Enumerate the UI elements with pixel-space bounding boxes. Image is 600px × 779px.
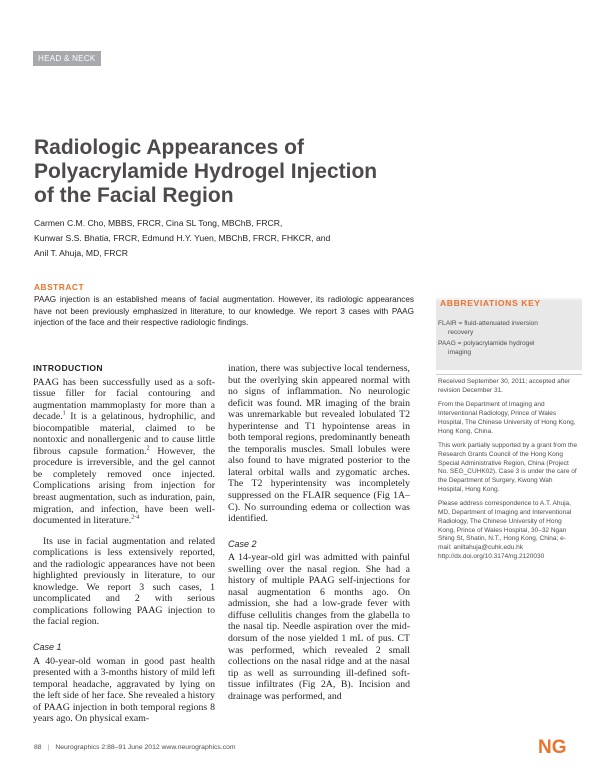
affiliation: From the Department of Imaging and Interventional Radiology, Prince of Wales Hospital, The Chinese University of Hong Kong, Hong Kong, China. (438, 401, 576, 435)
author-list (34, 216, 554, 261)
section-tag: HEAD & NECK (33, 51, 101, 66)
author-line: Kunwar S.S. Bhatia, FRCR, Edmund H.Y. Yuen, MBChB, FRCR, FHKCR, and (34, 233, 331, 243)
received-date: Received September 30, 2011; accepted after revision December 31. (438, 378, 571, 394)
funding-note: This work partially supported by a grant from the Research Grants Council of the Hong Kong Special Administrative Region, China (Project No. SEG_CUHK02). Case 3 is under the care of the Department of Surgery, Kwong Wah Hospital, Hong Kong. (438, 442, 578, 493)
abbreviation-item (438, 319, 580, 337)
abbreviation-continued: recovery (448, 329, 474, 336)
case1-paragraph-continued: ination, there was subjective local tenderness, but the overlying skin appeared normal with no signs of inflammation. No neurologic deficit was found. MR imaging of the brain was unremarkable but revealed lobulated T2 hyperintense and T1 hypointense areas in both temporal regions, predominantly beneath the temporalis muscles. Small lobules were also found to have migrated posterior to the lateral orbital walls and zygomatic arches. The T2 hyperintensity was incompletely suppressed on the FLAIR sequence (Fig 1A–C). No surrounding edema or collection was identified. (228, 363, 410, 525)
logo-text: NG (538, 737, 567, 757)
intro-heading: INTRODUCTION (33, 363, 103, 373)
case1-heading: Case 1 (33, 642, 62, 653)
abstract-heading: ABSTRACT (34, 282, 85, 292)
page-number: 88 (34, 744, 42, 751)
case2-paragraph: A 14-year-old girl was admitted with painful swelling over the nasal region. She had a history of multiple PAAG self-injections for nasal augmentation 6 months ago. On admission, she had a low-grade fever with diffuse cellulitis changes from the glabella to the nasal tip. Needle aspiration over the mid-dorsum of the nose yielded 1 mL of pus. CT was performed, which revealed 2 small collections on the nasal ridge and at the nasal tip as well as surrounding ill-defined soft-tissue infiltrates (Fig 2A, B). Incision and drainage was performed, and (228, 552, 410, 702)
author-line: Anil T. Ahuja, MD, FRCR (34, 248, 128, 258)
correspondence-text: Please address correspondence to A.T. Ahuja, MD, Department of Imaging and Interventional Radiology, The Chinese University of Hong Kong, Prince of Wales Hospital, 30–32 Ngan Shing St, Shatin, N.T., Hong Kong, China; e-mail: aniltahuja@cuhk.edu.hk (438, 500, 572, 551)
title-line: Polyacrylamide Hydrogel Injection (34, 160, 378, 183)
abbreviation-term: FLAIR = fluid-attenuated inversion (438, 320, 538, 327)
body-column-2 (228, 363, 410, 702)
abbreviation-continued: imaging (448, 349, 472, 356)
sidebar-divider (436, 374, 582, 375)
intro-paragraph: PAAG has been successfully used as a soft-tissue filler for facial contouring and augmentation mammoplasty for more than a decade.$^1$ It is a gelatinous, hydrophilic, and biocompatible material, claimed to be nontoxic and nonallergenic and to cause little fibrous capsule formation.$^2$ However, the procedure is irreversible, and the gel cannot be completely removed once injected. Complications arising from injection for breast augmentation, such as induration, pain, migration, and infection, have been well-documented in literature.$^{2-4}$ (33, 376, 215, 527)
citation-ref[interactable]: 2-4 (131, 514, 140, 521)
intro-paragraph-2: Its use in facial augmentation and related complications is less extensively reported, and the radiologic appearances have not been highlighted previously in literature, to our knowledge. We report 3 such cases, 1 uncomplicated and 2 with serious complications following PAAG injection to the facial region. (33, 535, 215, 628)
citation-ref[interactable]: 2 (146, 445, 150, 452)
doi-link[interactable]: http://dx.doi.org/10.3174/ng.2120030 (438, 552, 545, 560)
citation-ref[interactable]: 1 (62, 410, 66, 417)
case1-paragraph: A 40-year-old woman in good past health presented with a 3-months history of mild left temporal headache, aggravated by lying on the left side of her face. She revealed a history of PAAG injection in both temporal regions 8 years ago. On physical exam- (33, 655, 215, 725)
journal-citation: Neurographics 2:88–91 June 2012 www.neurographics.com (55, 744, 236, 751)
abbreviation-item (438, 339, 580, 357)
article-title (34, 136, 554, 208)
author-line: Carmen C.M. Cho, MBBS, FRCR, Cina SL Tong, MBChB, FRCR, (34, 218, 283, 228)
title-line: Radiologic Appearances of (34, 136, 304, 159)
body-column-1 (33, 363, 215, 725)
title-line: of the Facial Region (34, 184, 234, 207)
correspondence (438, 500, 578, 561)
abstract-text: PAAG injection is an established means of facial augmentation. However, its radiologic appearances have not been previously emphasized in literature, to our knowledge. We report 3 cases with PAAG injection of the face and their respective radiologic findings. (34, 295, 414, 327)
journal-logo-icon (536, 735, 576, 757)
page-footer (34, 744, 236, 751)
abbreviations-title: ABBREVIATIONS KEY (440, 298, 541, 308)
abbreviation-term: PAAG = polyacrylamide hydrogel (438, 340, 535, 347)
article-notes (438, 378, 578, 567)
footer-separator: | (47, 744, 50, 751)
case2-heading: Case 2 (228, 538, 257, 549)
